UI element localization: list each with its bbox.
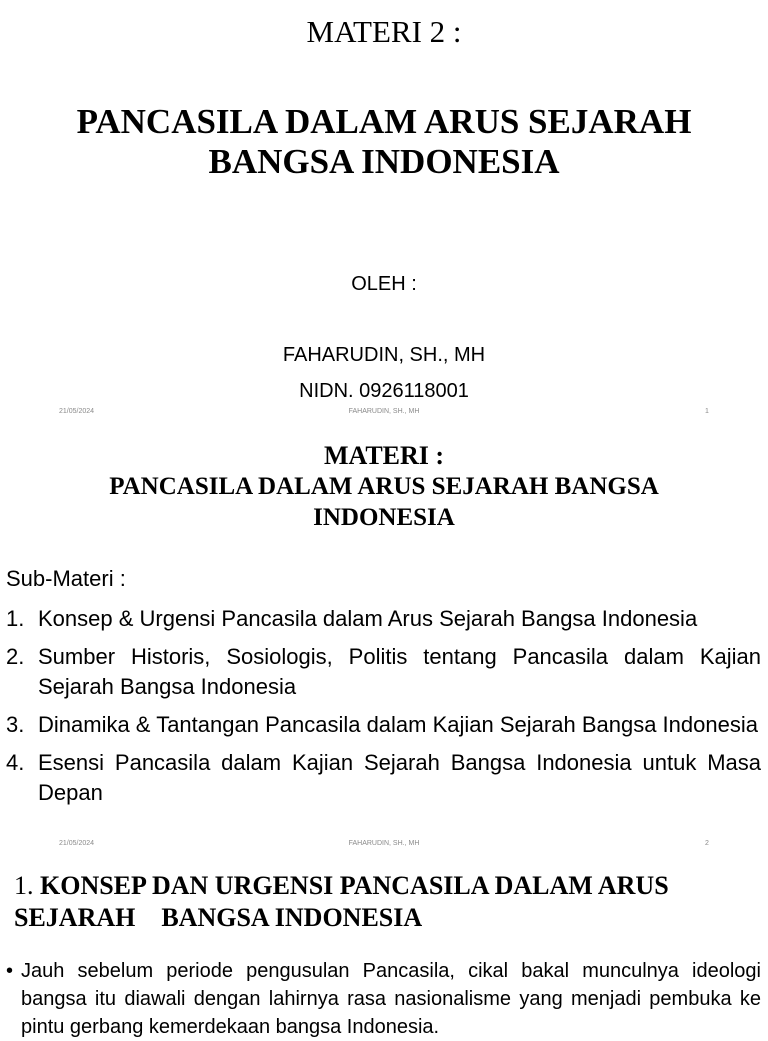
bullet-text: Jauh sebelum periode pengusulan Pancasila, cikal bakal munculnya ideologi bangsa itu diawali dengan lahirnya rasa nasionalisme yang menjadi pembuka ke pintu gerbang kemerdekaan bangsa Indonesia. — [21, 960, 761, 1038]
footer-page-number: 1 — [705, 408, 709, 415]
footer-author: FAHARUDIN, SH., MH — [348, 840, 420, 847]
slide-title — [0, 102, 768, 182]
slide-2 — [0, 426, 768, 852]
list-item — [6, 642, 761, 702]
list-item-text: Konsep & Urgensi Pancasila dalam Arus Sejarah Bangsa Indonesia — [38, 606, 698, 631]
heading-number: 1. — [14, 871, 34, 900]
list-item-number: 4. — [6, 750, 25, 775]
heading-line — [14, 870, 748, 902]
sub-materi-label: Sub-Materi : — [6, 566, 126, 591]
list-item-text: Dinamika & Tantangan Pancasila dalam Kajian Sejarah Bangsa Indonesia — [38, 712, 758, 737]
slide-title-line: BANGSA INDONESIA — [208, 142, 560, 181]
sub-materi-list — [6, 604, 761, 816]
heading-line: MATERI : — [323, 441, 445, 470]
by-label: OLEH : — [351, 273, 417, 295]
list-item-text: Esensi Pancasila dalam Kajian Sejarah Bangsa Indonesia untuk Masa Depan — [38, 750, 761, 805]
heading-line: INDONESIA — [313, 504, 455, 531]
footer-date: 21/05/2024 — [59, 408, 95, 415]
footer-page-number: 2 — [705, 840, 709, 847]
author-name: FAHARUDIN, SH., MH — [282, 344, 486, 366]
list-item — [6, 748, 761, 808]
list-item-number: 1. — [6, 606, 25, 631]
heading-line: SEJARAH BANGSA INDONESIA — [14, 903, 423, 932]
slide-title-line: PANCASILA DALAM ARUS SEJARAH — [76, 102, 692, 141]
slide-1 — [0, 0, 768, 426]
footer-author: FAHARUDIN, SH., MH — [348, 408, 420, 415]
list-item-text: Sumber Historis, Sosiologis, Politis tentang Pancasila dalam Kajian Sejarah Bangsa Indonesia — [38, 644, 761, 699]
slide-heading — [14, 870, 748, 934]
list-item — [6, 604, 761, 634]
author-nidn: NIDN. 0926118001 — [299, 380, 469, 402]
footer-date: 21/05/2024 — [59, 840, 95, 847]
bullet-icon: • — [6, 960, 14, 982]
list-item-number: 2. — [6, 644, 25, 669]
slide-kicker: MATERI 2 : — [306, 14, 462, 49]
list-item — [6, 710, 761, 740]
slide-heading — [0, 440, 768, 533]
list-item-number: 3. — [6, 712, 25, 737]
heading-text: KONSEP DAN URGENSI PANCASILA DALAM ARUS — [40, 871, 669, 900]
bullet-paragraph — [6, 957, 761, 1041]
heading-line: PANCASILA DALAM ARUS SEJARAH BANGSA — [109, 473, 659, 500]
slide-3 — [0, 852, 768, 1038]
